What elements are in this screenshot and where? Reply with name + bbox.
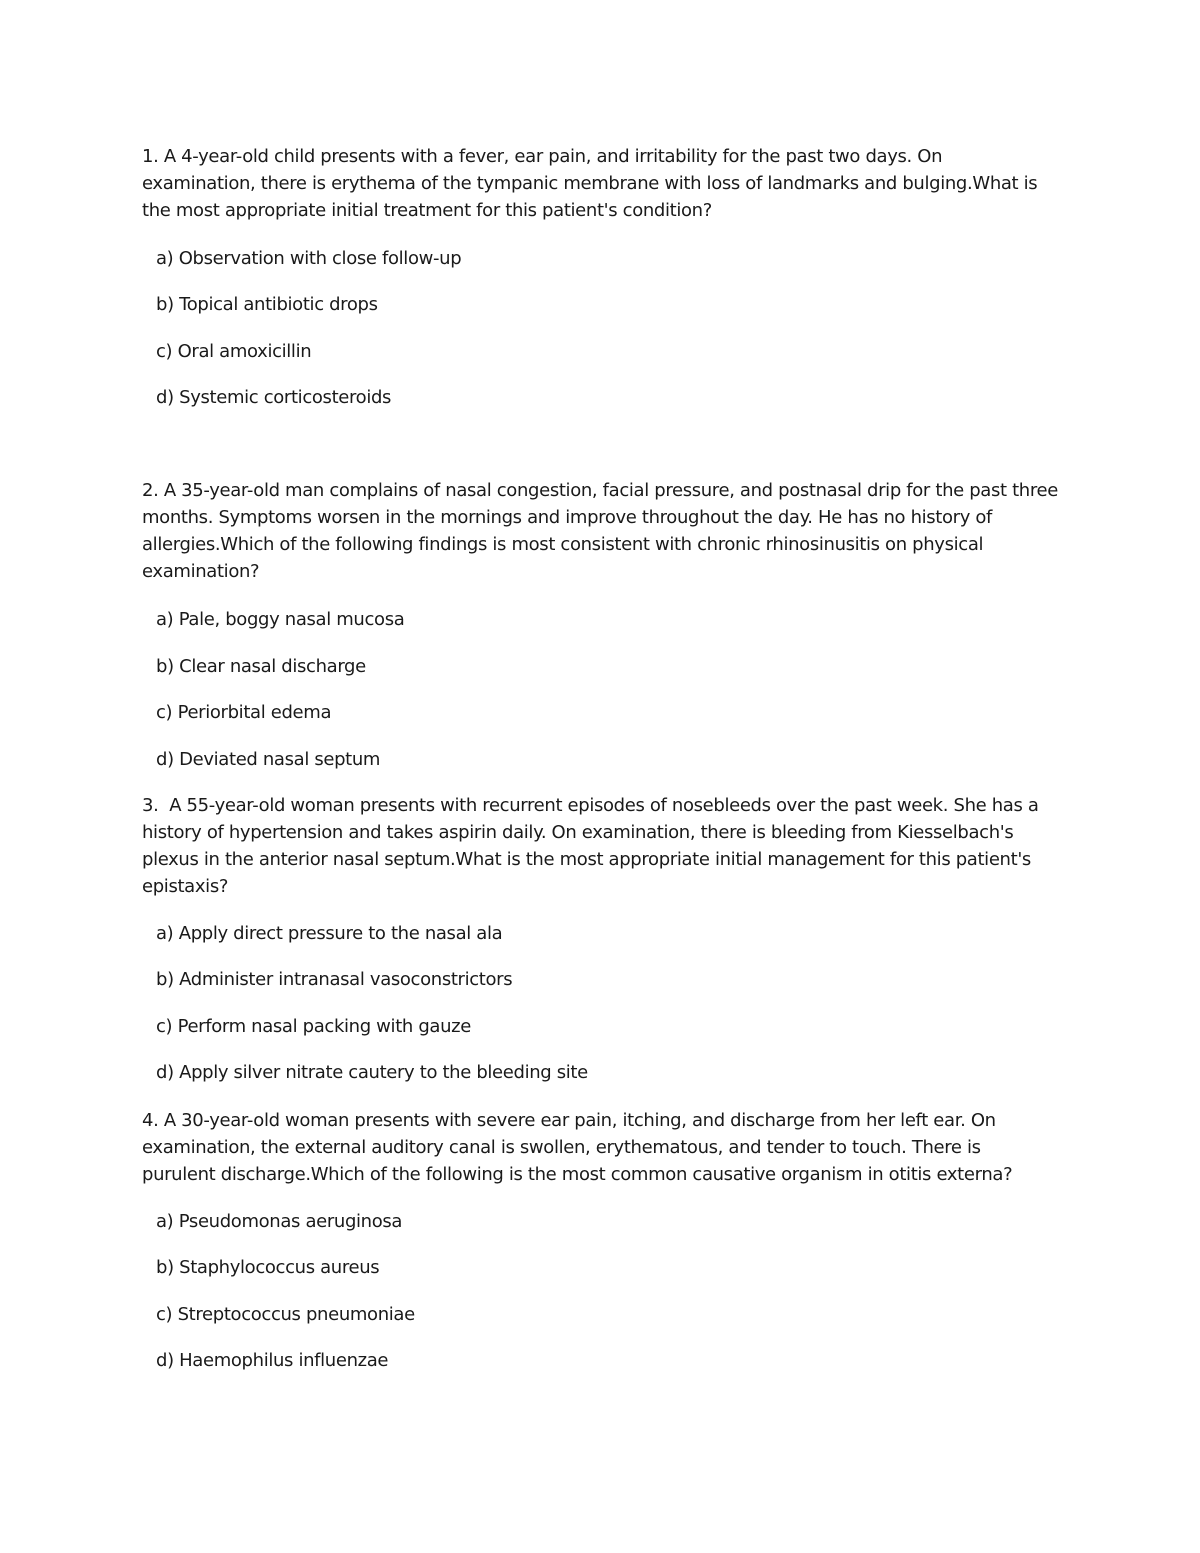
question-4-option-c: c) Streptococcus pneumoniae <box>156 1304 415 1325</box>
question-4-option-b: b) Staphylococcus aureus <box>156 1257 380 1278</box>
question-3-option-b: b) Administer intranasal vasoconstrictors <box>156 969 513 990</box>
question-1-line-1: 1. A 4-year-old child presents with a fever, ear pain, and irritability for the past two days. On <box>142 146 943 167</box>
question-3-line-2: history of hypertension and takes aspirin daily. On examination, there is bleeding from Kiesselbach's <box>142 822 1014 843</box>
question-4-stem <box>142 1107 1072 1188</box>
question-2-option-a: a) Pale, boggy nasal mucosa <box>156 609 405 630</box>
question-2-line-1: 2. A 35-year-old man complains of nasal congestion, facial pressure, and postnasal drip for the past three <box>142 480 1058 501</box>
question-2-line-2: months. Symptoms worsen in the mornings and improve throughout the day. He has no history of <box>142 507 993 528</box>
question-2-option-d: d) Deviated nasal septum <box>156 749 381 770</box>
question-4-line-2: examination, the external auditory canal is swollen, erythematous, and tender to touch. There is <box>142 1137 981 1158</box>
question-4-line-3: purulent discharge.Which of the following is the most common causative organism in otitis externa? <box>142 1164 1013 1185</box>
question-3-line-4: epistaxis? <box>142 876 229 897</box>
question-3-option-d: d) Apply silver nitrate cautery to the bleeding site <box>156 1062 588 1083</box>
question-4-option-a: a) Pseudomonas aeruginosa <box>156 1211 403 1232</box>
question-1-option-d: d) Systemic corticosteroids <box>156 387 392 408</box>
question-2-line-4: examination? <box>142 561 260 582</box>
question-2-option-b: b) Clear nasal discharge <box>156 656 366 677</box>
question-4-option-d: d) Haemophilus influenzae <box>156 1350 389 1371</box>
question-2-option-c: c) Periorbital edema <box>156 702 332 723</box>
question-1-option-c: c) Oral amoxicillin <box>156 341 312 362</box>
question-4-line-1: 4. A 30-year-old woman presents with severe ear pain, itching, and discharge from her left ear. On <box>142 1110 996 1131</box>
question-3-option-c: c) Perform nasal packing with gauze <box>156 1016 471 1037</box>
question-2-line-3: allergies.Which of the following findings is most consistent with chronic rhinosinusitis on physical <box>142 534 984 555</box>
question-2-stem <box>142 477 1072 585</box>
question-3-stem <box>142 792 1072 900</box>
question-1-line-3: the most appropriate initial treatment for this patient's condition? <box>142 200 712 221</box>
question-3-line-1: 3. A 55-year-old woman presents with recurrent episodes of nosebleeds over the past week. She has a <box>142 795 1039 816</box>
question-1-option-b: b) Topical antibiotic drops <box>156 294 378 315</box>
question-1-option-a: a) Observation with close follow-up <box>156 248 462 269</box>
question-3-option-a: a) Apply direct pressure to the nasal ala <box>156 923 503 944</box>
question-1-stem <box>142 143 1072 224</box>
question-3-line-3: plexus in the anterior nasal septum.What is the most appropriate initial management for this patient's <box>142 849 1031 870</box>
question-1-line-2: examination, there is erythema of the tympanic membrane with loss of landmarks and bulging.What is <box>142 173 1038 194</box>
